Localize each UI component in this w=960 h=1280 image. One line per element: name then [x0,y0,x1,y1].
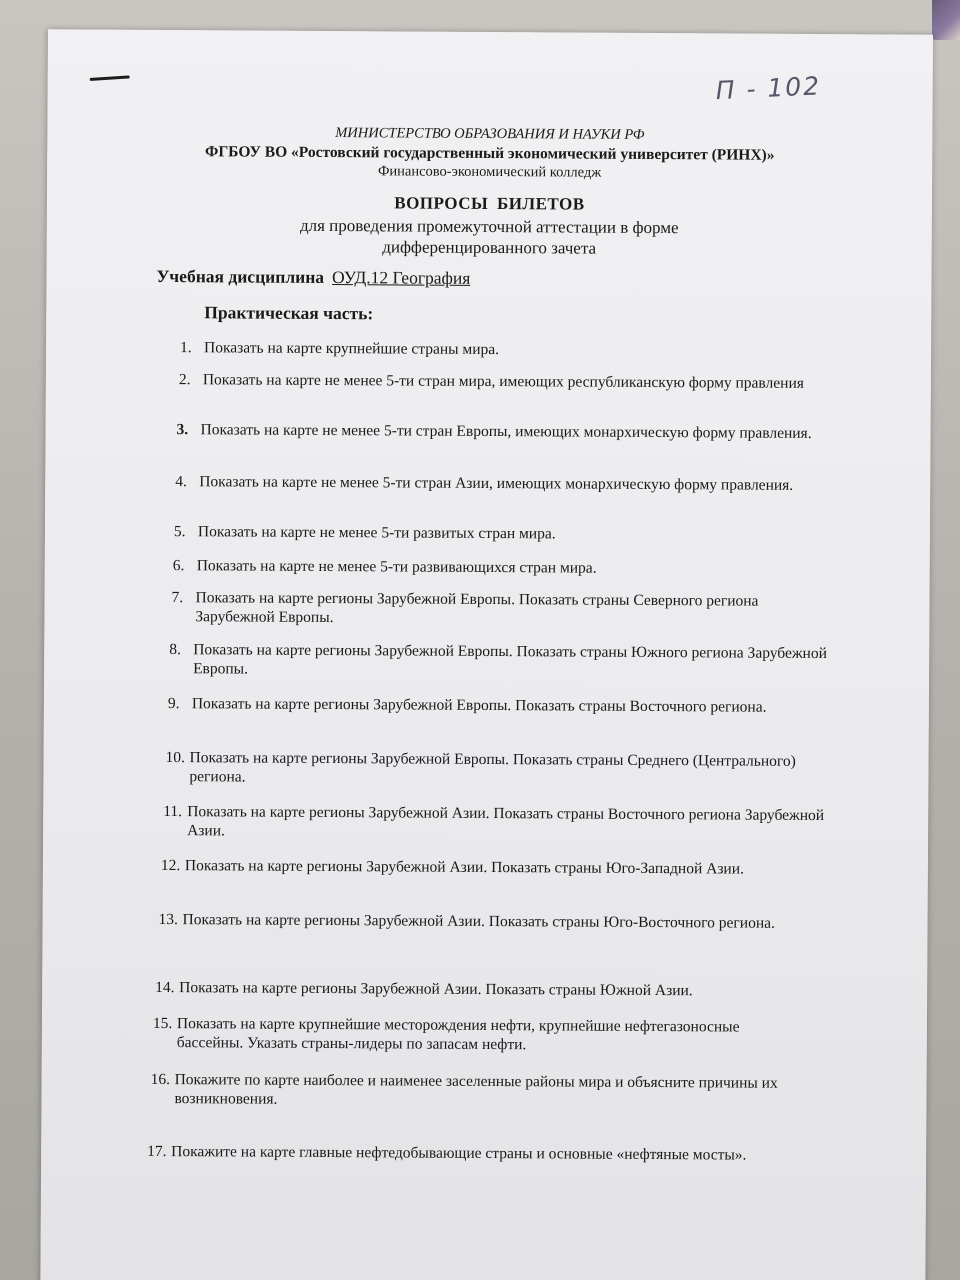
document-subtitle-line1: для проведения промежуточной аттестации в форме [299,215,679,238]
question-item [153,1014,807,1056]
paper-sheet [40,29,933,1280]
question-text: Показать на карте не менее 5-ти стран мира, имеющих республиканскую форму правления [202,371,804,392]
question-text: Показать на карте крупнейшие страны мира. [204,339,500,359]
question-number: 13. [158,910,178,929]
question-item [179,370,843,393]
question-item [150,1070,814,1112]
question-item [173,556,837,579]
question-text: Показать на карте регионы Зарубежной Европы. Показать страны Восточного региона. [191,695,767,716]
question-item [165,748,829,790]
question-item [171,588,805,630]
question-text: Показать на карте регионы Зарубежной Европы. Показать страны Южного региона Зарубежной Европы. [193,641,827,678]
college-name: Финансово-экономический колледж [377,163,602,181]
question-number: 2. [178,371,191,389]
document-title: ВОПРОСЫ БИЛЕТОВ [394,193,585,214]
question-number: 8. [169,641,181,659]
question-text: Показать на карте крупнейшие месторождения нефти, крупнейшие нефтегазоносные бассейны. Указать страны-лидеры по запасам нефти. [176,1015,740,1054]
handwritten-note: П - 102 [715,71,822,106]
question-item [174,522,838,545]
question-text: Показать на карте не менее 5-ти развивающихся стран мира. [196,557,597,577]
question-number: 7. [171,589,184,607]
question-text: Покажите на карте главные нефтедобывающие страны и основные «нефтяные мосты». [171,1143,747,1164]
question-number: 1. [180,339,192,357]
question-text: Показать на карте не менее 5-ти развитых стран мира. [197,523,556,543]
question-number: 9. [167,695,180,713]
question-item [147,1142,811,1165]
document-subtitle-line2: дифференцированного зачета [382,237,597,258]
question-number: 17. [147,1142,167,1161]
question-number: 11. [163,803,183,821]
question-number: 3. [176,421,189,439]
question-text: Покажите по карте наиболее и наименее заселенные районы мира и объясните причины их возникновения. [174,1071,778,1108]
question-number: 10. [165,749,185,767]
question-number: 14. [155,978,175,997]
pen-dash-mark [90,75,130,81]
question-text: Показать на карте регионы Зарубежной Европы. Показать страны Северного региона Зарубежной Европы. [195,589,759,627]
university-name: ФГБОУ ВО «Ростовский государственный экономический университет (РИНХ)» [204,143,775,164]
discipline-label: Учебная дисциплина [156,265,325,287]
question-text: Показать на карте регионы Зарубежной Азии. Показать страны Юго-Западной Азии. [184,857,744,878]
question-number: 16. [150,1070,171,1089]
question-number: 6. [172,557,185,575]
question-text: Показать на карте регионы Зарубежной Азии. Показать страны Юго-Восточного региона. [182,911,775,932]
question-number: 5. [173,523,186,541]
discipline-value: ОУД.12 География [332,267,471,288]
question-text: Показать на карте регионы Зарубежной Европы. Показать страны Среднего (Центрального) региона. [189,749,796,786]
question-number: 4. [175,473,187,491]
question-item [169,640,858,682]
question-text: Показать на карте не менее 5-ти стран Европы, имеющих монархическую форму правления. [200,421,812,442]
question-number: 12. [160,857,181,875]
question-item [159,910,853,933]
question-item [161,856,845,879]
question-item [180,338,844,361]
question-item [168,694,832,717]
section-title: Практическая часть: [204,302,374,324]
question-item [175,472,839,495]
question-item [155,978,879,1001]
question-item [163,802,827,844]
discipline-line [156,266,470,289]
question-text: Показать на карте регионы Зарубежной Азии. Показать страны Восточного региона Зарубежной Азии. [187,803,825,840]
question-text: Показать на карте не менее 5-ти стран Азии, имеющих монархическую форму правления. [199,473,794,494]
question-number: 15. [152,1014,173,1033]
ministry-name: МИНИСТЕРСТВО ОБРАЗОВАНИЯ И НАУКИ РФ [335,125,645,143]
desk-object [932,0,960,40]
question-text: Показать на карте регионы Зарубежной Азии. Показать страны Южной Азии. [179,979,693,1000]
question-item [177,420,853,443]
